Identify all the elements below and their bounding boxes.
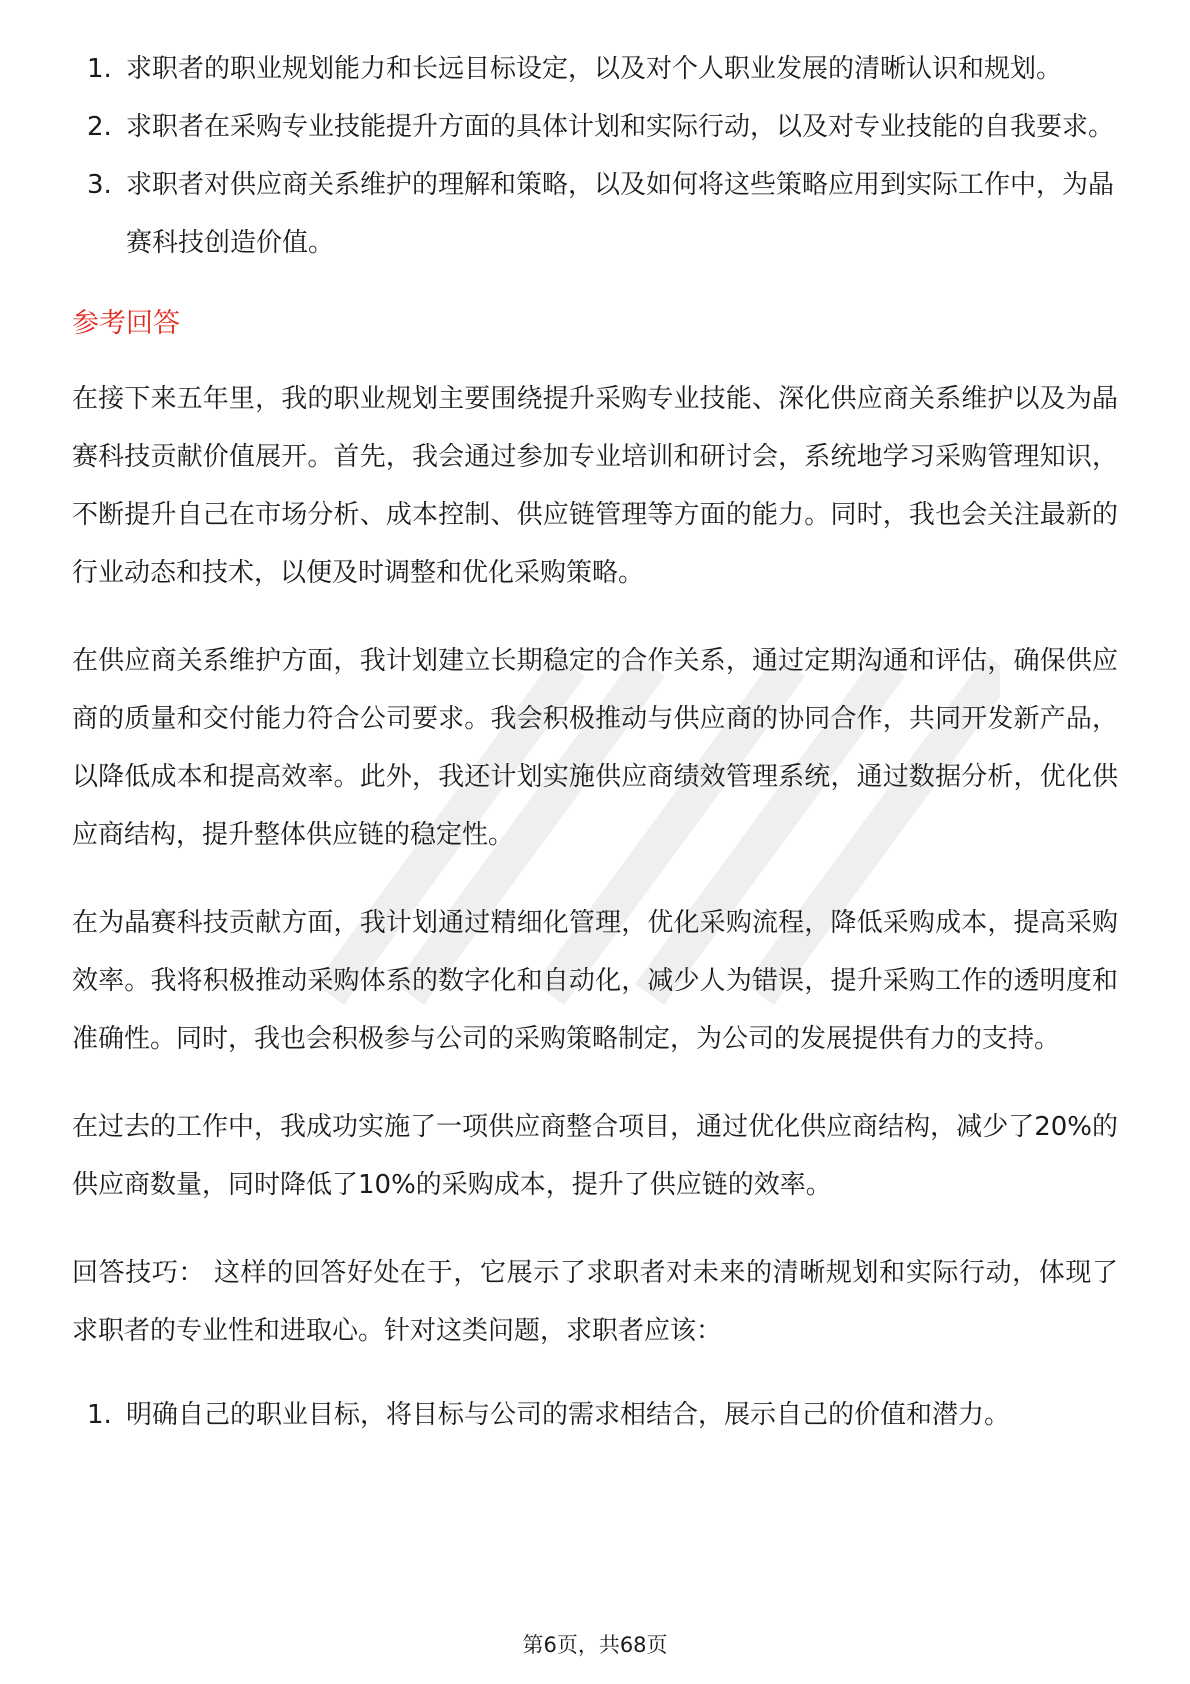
tips-list bbox=[72, 1386, 1118, 1444]
list-item bbox=[72, 40, 1118, 98]
answer-paragraph-supplier-relations: 在供应商关系维护方面，我计划建立长期稳定的合作关系，通过定期沟通和评估，确保供应商的质量和交付能力符合公司要求。我会积极推动与供应商的协同合作，共同开发新产品，以降低成本和提高效率。此外，我还计划实施供应商绩效管理系统，通过数据分析，优化供应商结构，提升整体供应链的稳定性。 bbox=[72, 646, 1118, 850]
reference-answer-heading: 参考回答 bbox=[72, 308, 180, 339]
answer-paragraph-company-contribution: 在为晶赛科技贡献方面，我计划通过精细化管理，优化采购流程，降低采购成本，提高采购效率。我将积极推动采购体系的数字化和自动化，减少人为错误，提升采购工作的透明度和准确性。同时，我也会积极参与公司的采购策略制定，为公司的发展提供有力的支持。 bbox=[72, 908, 1118, 1054]
document-page bbox=[72, 40, 1118, 1444]
list-item-text: 求职者的职业规划能力和长远目标设定，以及对个人职业发展的清晰认识和规划。 bbox=[126, 54, 1063, 84]
list-item-text: 求职者对供应商关系维护的理解和策略，以及如何将这些策略应用到实际工作中，为晶赛科技创造价值。 bbox=[126, 170, 1115, 258]
list-item-number: 1. bbox=[87, 54, 112, 84]
list-item-number: 2. bbox=[87, 112, 112, 142]
answer-paragraph-career-plan: 在接下来五年里，我的职业规划主要围绕提升采购专业技能、深化供应商关系维护以及为晶赛科技贡献价值展开。首先，我会通过参加专业培训和研讨会，系统地学习采购管理知识，不断提升自己在市场分析、成本控制、供应链管理等方面的能力。同时，我也会关注最新的行业动态和技术，以便及时调整和优化采购策略。 bbox=[72, 384, 1118, 588]
answer-paragraph-past-achievement: 在过去的工作中，我成功实施了一项供应商整合项目，通过优化供应商结构，减少了20%的供应商数量，同时降低了10%的采购成本，提升了供应链的效率。 bbox=[72, 1112, 1118, 1200]
list-item bbox=[72, 98, 1118, 156]
list-item bbox=[72, 156, 1118, 272]
list-item-number: 1. bbox=[87, 1400, 112, 1430]
list-item-number: 3. bbox=[87, 170, 112, 200]
evaluation-points-list bbox=[72, 40, 1118, 272]
list-item bbox=[72, 1386, 1118, 1444]
list-item-text: 求职者在采购专业技能提升方面的具体计划和实际行动，以及对专业技能的自我要求。 bbox=[126, 112, 1115, 142]
list-item-text: 明确自己的职业目标，将目标与公司的需求相结合，展示自己的价值和潜力。 bbox=[126, 1400, 1011, 1430]
page-number-footer: 第6页，共68页 bbox=[522, 1633, 668, 1657]
answer-tips-paragraph: 回答技巧： 这样的回答好处在于，它展示了求职者对未来的清晰规划和实际行动，体现了求职者的专业性和进取心。针对这类问题，求职者应该： bbox=[72, 1258, 1118, 1346]
